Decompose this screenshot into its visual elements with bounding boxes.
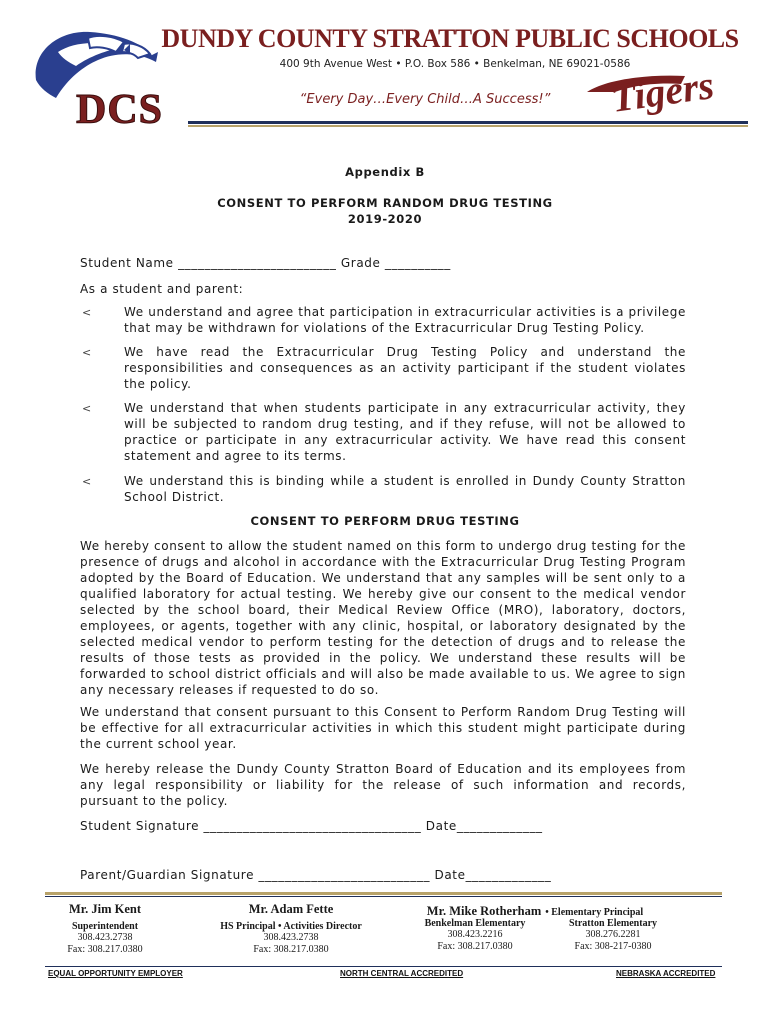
contact-fax: Fax: 308.217.0380 <box>67 944 143 955</box>
school-name: DUNDY COUNTY STRATTON PUBLIC SCHOOLS <box>161 24 739 53</box>
logo-text: DCS <box>76 87 164 133</box>
header-rule-accent <box>188 125 748 127</box>
contact-name: Mr. Jim Kent <box>68 902 142 916</box>
accreditation-label: NEBRASKA ACCREDITED <box>616 969 716 978</box>
hs-principal-contact <box>200 902 382 956</box>
consent-paragraph: We understand that consent pursuant to this Consent to Perform Random Drug Testing will be effective for all extracurricular activities in which this student might participate during the current school year. <box>80 705 686 751</box>
stratton-elementary-contact <box>548 918 678 953</box>
accreditation-label: NORTH CENTRAL ACCREDITED <box>340 969 464 978</box>
intro-text: As a student and parent: <box>80 282 244 296</box>
school-name-label: Stratton Elementary <box>568 918 658 929</box>
student-signature-field[interactable]: Student Signature _________________________________ Date_____________ <box>80 819 543 833</box>
contact-fax: Fax: 308.217.0380 <box>253 944 329 955</box>
tigers-wordmark <box>585 62 745 122</box>
contact-phone: 308.423.2216 <box>447 929 503 940</box>
contact-phone: 308.276.2281 <box>585 929 641 940</box>
footer-rule <box>45 896 722 897</box>
contact-role: Superintendent <box>71 921 139 932</box>
list-item: We understand that when students participate in any extracurricular activity, they will be subjected to random drug testing, and if they refuse, will not be allowed to practice or participate in any extracurricular activity. We have read this consent statement and agree to its terms. <box>124 401 686 463</box>
student-name-grade-field[interactable]: Student Name ________________________ Grade __________ <box>80 256 451 270</box>
contact-name: Mr. Mike Rotherham <box>426 904 542 918</box>
footer-bottom-rule <box>45 966 722 967</box>
header-rule <box>188 121 748 124</box>
consent-paragraph: We hereby consent to allow the student named on this form to undergo drug testing for the presence of drugs and alcohol in accordance with the Extracurricular Drug Testing Program adopted by the Board of Education. We understand that any samples will be sent only to a qualified laboratory for actual testing. We hereby give our consent to the medical vendor selected by the school board, their Medical Review Office (MRO), laboratory, doctors, employees, or agents, together with any clinic, hospital, or laboratory designated by the selected medical vendor to perform testing for the detection of drugs and to release the results of those tests as provided in the policy. We understand these results will be forwarded to school district officials and will also be made available to us. We agree to sign any necessary releases if requested to do so. <box>80 539 686 697</box>
tigers-text: Tigers <box>608 62 717 121</box>
document-title: CONSENT TO PERFORM RANDOM DRUG TESTING <box>217 196 553 210</box>
school-name-label: Benkelman Elementary <box>424 918 526 929</box>
parent-signature-field[interactable]: Parent/Guardian Signature __________________________ Date_____________ <box>80 868 552 882</box>
contact-phone: 308.423.2738 <box>77 932 133 943</box>
accreditation-label: EQUAL OPPORTUNITY EMPLOYER <box>48 969 183 978</box>
section-title: CONSENT TO PERFORM DRUG TESTING <box>250 514 520 528</box>
footer-rule-accent <box>45 892 722 895</box>
bullet-arrow-icon: < <box>82 475 92 488</box>
contact-phone: 308.423.2738 <box>263 932 319 943</box>
school-address: 400 9th Avenue West • P.O. Box 586 • Benkelman, NE 69021-0586 <box>279 58 631 70</box>
superintendent-contact <box>40 902 170 956</box>
list-item: We understand and agree that participation in extracurricular activities is a privilege that may be withdrawn for violations of the Extracurricular Drug Testing Policy. <box>124 305 686 335</box>
bullet-arrow-icon: < <box>82 306 92 319</box>
contact-role: • Elementary Principal <box>545 907 644 918</box>
bullet-arrow-icon: < <box>82 402 92 415</box>
list-item: We have read the Extracurricular Drug Testing Policy and understand the responsibilities and consequences as an activity participant if the student violates the policy. <box>124 345 686 391</box>
appendix-label: Appendix B <box>345 165 425 179</box>
release-paragraph: We hereby release the Dundy County Stratton Board of Education and its employees from any legal responsibility or liability for the release of such information and records, pursuant to the policy. <box>80 762 686 808</box>
school-year: 2019-2020 <box>347 212 423 226</box>
contact-fax: Fax: 308-217-0380 <box>574 941 652 952</box>
contact-role: HS Principal • Activities Director <box>220 921 362 932</box>
bullet-arrow-icon: < <box>82 346 92 359</box>
list-item: We understand this is binding while a student is enrolled in Dundy County Stratton School District. <box>124 474 686 504</box>
contact-fax: Fax: 308.217.0380 <box>437 941 513 952</box>
contact-name: Mr. Adam Fette <box>248 902 334 916</box>
benkelman-elementary-contact <box>410 918 540 953</box>
school-motto: “Every Day…Every Child…A Success!” <box>299 92 551 107</box>
